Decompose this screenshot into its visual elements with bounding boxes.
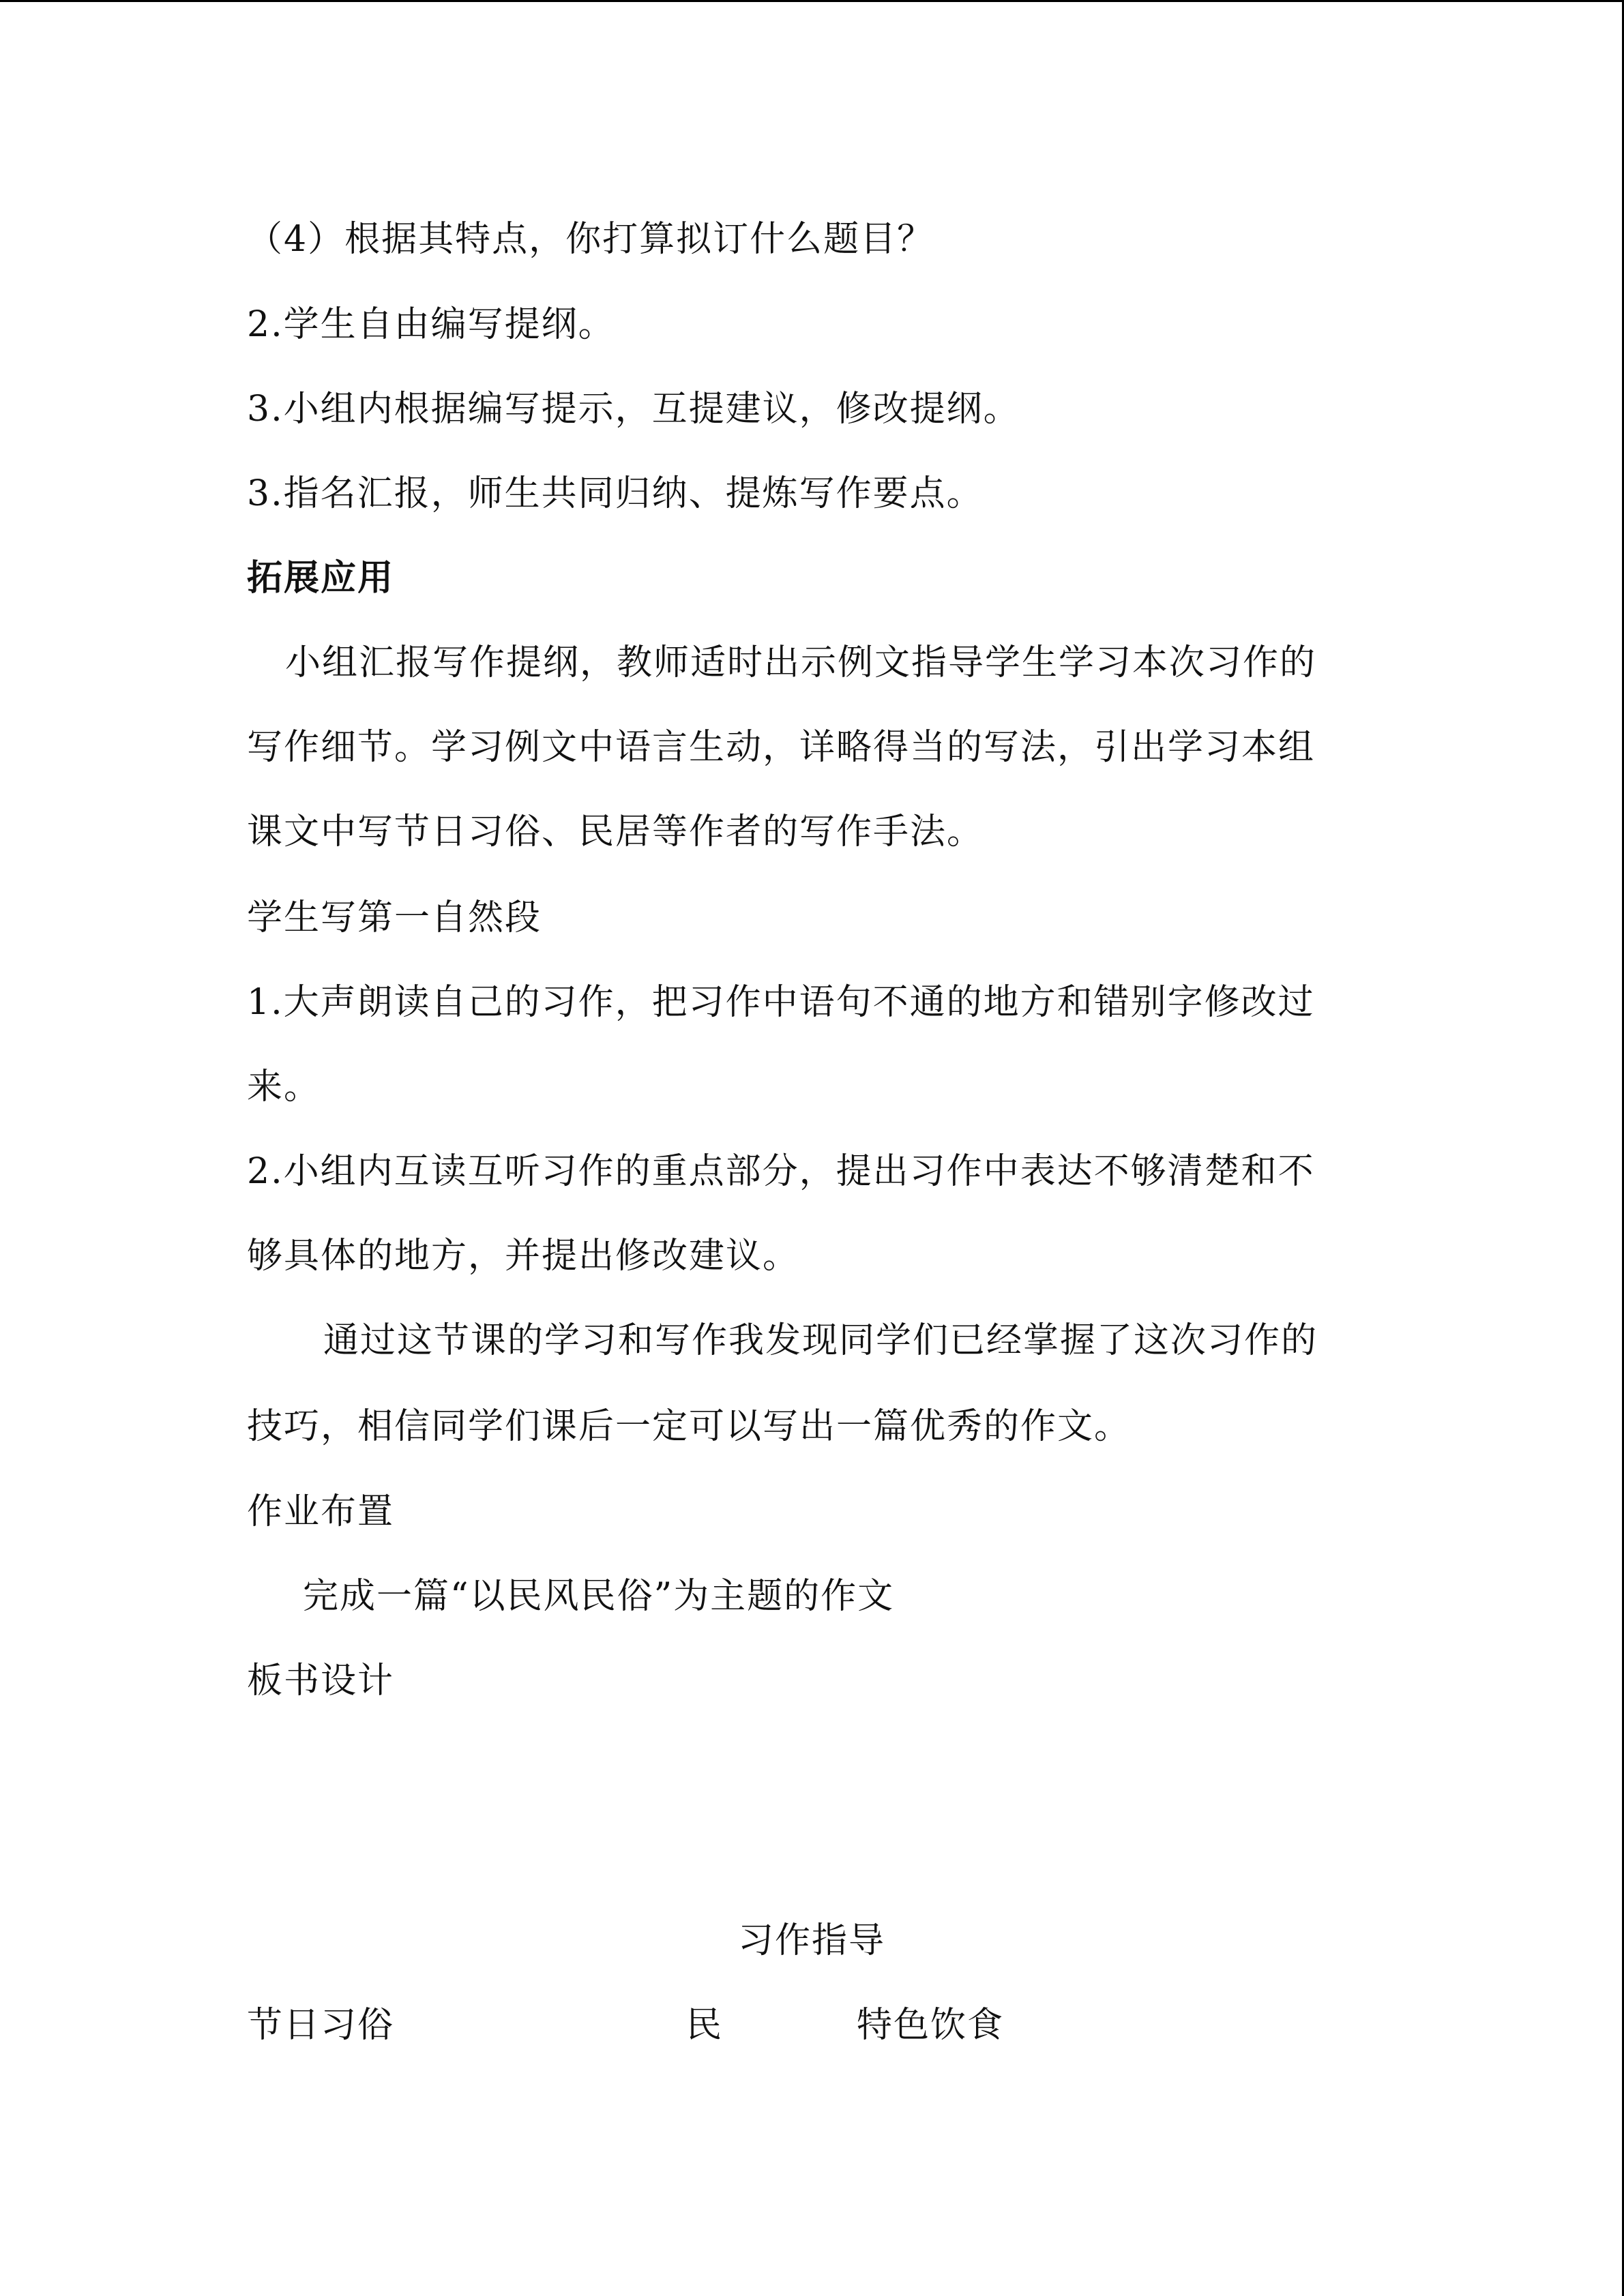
section-heading-first-paragraph: 学生写第一自然段 <box>247 897 542 938</box>
step-2: 2.学生自由编写提纲。 <box>247 304 615 345</box>
step-1-line1: 1.大声朗读自己的习作，把习作中语句不通的地方和错别字修改过 <box>247 982 1315 1023</box>
homework-text: 完成一篇“以民风民俗”为主题的作文 <box>303 1576 895 1617</box>
section-heading-homework: 作业布置 <box>247 1491 395 1532</box>
board-center-label: 民 <box>686 2005 724 2046</box>
step-2-line1: 2.小组内互读互听习作的重点部分，提出习作中表达不够清楚和不 <box>247 1151 1315 1192</box>
step-3b: 3.指名汇报，师生共同归纳、提炼写作要点。 <box>247 473 984 514</box>
paragraph-extension-line3: 课文中写节日习俗、民居等作者的写作手法。 <box>247 811 984 852</box>
step-1-line2: 来。 <box>247 1067 321 1107</box>
section-heading-board-design: 板书设计 <box>247 1660 395 1701</box>
board-title: 习作指导 <box>738 1920 886 1961</box>
section-heading-extension: 拓展应用 <box>247 557 395 599</box>
step-2-line2: 够具体的地方，并提出修改建议。 <box>247 1236 800 1277</box>
board-left-label: 节日习俗 <box>247 2005 395 2046</box>
step-question-4: （4）根据其特点，你打算拟订什么题目？ <box>247 219 934 260</box>
step-3a: 3.小组内根据编写提示，互提建议，修改提纲。 <box>247 389 1020 430</box>
board-right-label: 特色饮食 <box>857 2005 1005 2046</box>
page-top-border <box>0 0 1624 2</box>
paragraph-extension-line1: 小组汇报写作提纲，教师适时出示例文指导学生学习本次习作的 <box>285 642 1317 683</box>
paragraph-extension-line2: 写作细节。学习例文中语言生动，详略得当的写法，引出学习本组 <box>247 727 1316 768</box>
summary-line2: 技巧，相信同学们课后一定可以写出一篇优秀的作文。 <box>247 1406 1132 1447</box>
summary-line1: 通过这节课的学习和写作我发现同学们已经掌握了这次习作的 <box>323 1320 1318 1361</box>
